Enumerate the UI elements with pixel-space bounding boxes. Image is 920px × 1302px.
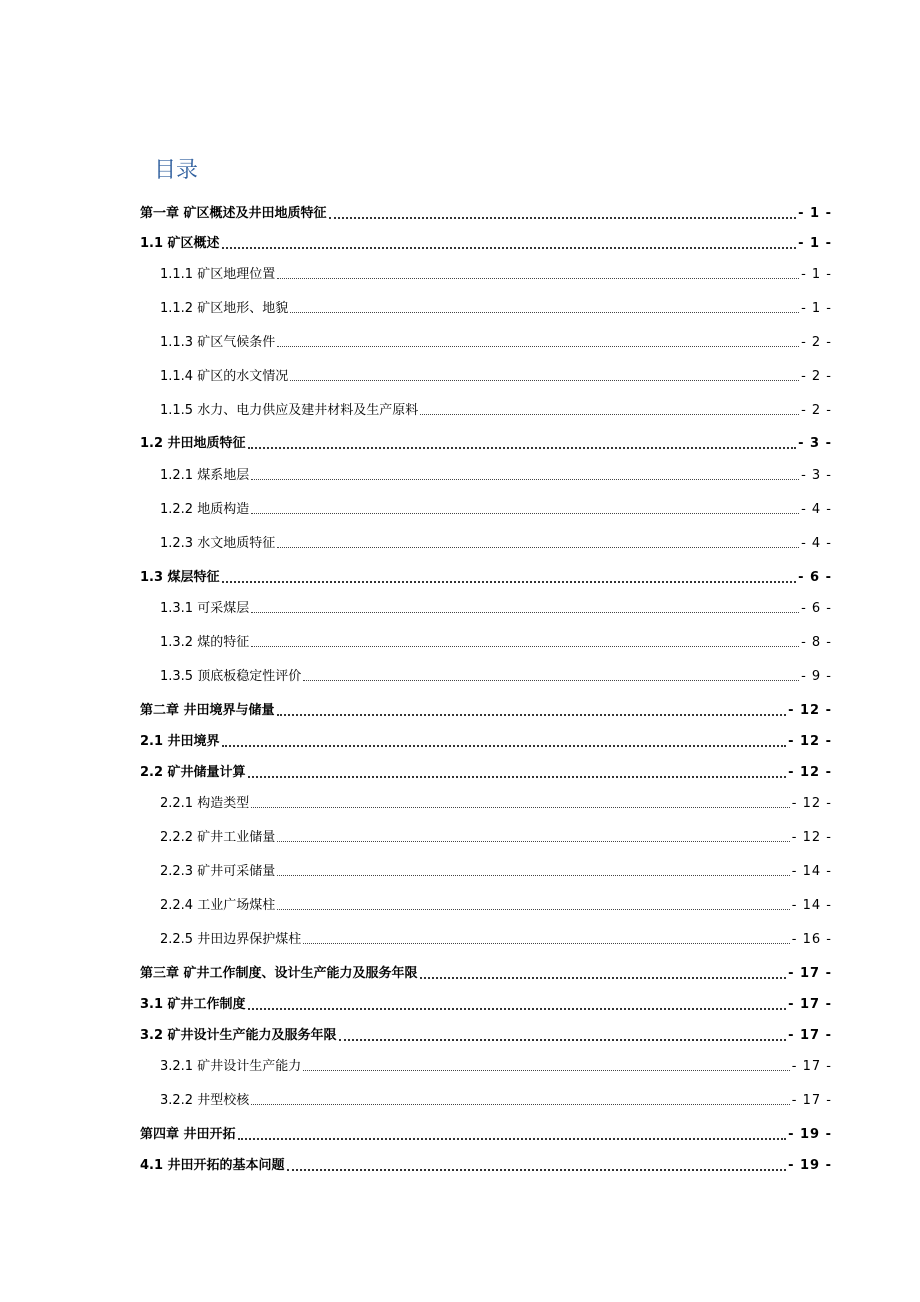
toc-entry-title: 1.1.5 水力、电力供应及建井材料及生产原料: [160, 403, 419, 418]
toc-entry-page: - 2 -: [801, 369, 832, 384]
toc-entry[interactable]: [160, 264, 832, 284]
toc-entry[interactable]: [160, 332, 832, 352]
toc-entry[interactable]: [140, 1124, 832, 1144]
toc-entry-title: 2.2.2 矿井工业储量: [160, 830, 276, 845]
toc-entry[interactable]: [160, 827, 832, 847]
toc-entry[interactable]: [140, 700, 832, 720]
toc-dot-leader: [277, 875, 790, 876]
toc-entry-title: 1.3.5 顶底板稳定性评价: [160, 669, 302, 684]
toc-entry-page: - 12 -: [788, 734, 832, 749]
toc-entry-page: - 17 -: [788, 966, 832, 981]
toc-entry-page: - 2 -: [801, 403, 832, 418]
toc-dot-leader: [290, 380, 799, 381]
toc-entry[interactable]: [160, 929, 832, 949]
toc-entry[interactable]: [160, 465, 832, 485]
toc-entry-title: 1.2.2 地质构造: [160, 502, 250, 517]
toc-dot-leader: [251, 646, 799, 647]
toc-entry[interactable]: [160, 666, 832, 686]
toc-entry-page: - 12 -: [791, 796, 832, 811]
toc-entry[interactable]: [160, 895, 832, 915]
toc-entry-title: 1.1.4 矿区的水文情况: [160, 369, 289, 384]
toc-entry[interactable]: [140, 762, 832, 782]
toc-entry-page: - 1 -: [798, 236, 832, 251]
toc-entry[interactable]: [140, 203, 832, 223]
toc-dot-leader: [251, 1104, 790, 1105]
toc-entry[interactable]: [160, 366, 832, 386]
toc-entry-page: - 14 -: [791, 864, 832, 879]
toc-dot-leader: [222, 247, 797, 249]
toc-entry[interactable]: [160, 400, 832, 420]
toc-entry-page: - 1 -: [798, 206, 832, 221]
toc-entry-title: 3.2.1 矿井设计生产能力: [160, 1059, 302, 1074]
toc-entry-page: - 2 -: [801, 335, 832, 350]
toc-entry-title: 4.1 井田开拓的基本问题: [140, 1158, 285, 1173]
toc-entry-page: - 12 -: [788, 765, 832, 780]
toc-entry-title: 2.2.3 矿井可采储量: [160, 864, 276, 879]
toc-entry-page: - 3 -: [798, 436, 832, 451]
toc-entry-page: - 1 -: [801, 301, 832, 316]
toc-dot-leader: [222, 745, 787, 747]
toc-entry-page: - 1 -: [801, 267, 832, 282]
toc-dot-leader: [251, 807, 790, 808]
toc-entry[interactable]: [160, 598, 832, 618]
toc-entry[interactable]: [140, 963, 832, 983]
toc-dot-leader: [248, 447, 797, 449]
toc-entry-title: 1.1.3 矿区气候条件: [160, 335, 276, 350]
toc-entry[interactable]: [140, 433, 832, 453]
toc-heading: 目录: [154, 158, 199, 183]
toc-entry-title: 1.1 矿区概述: [140, 236, 220, 251]
toc-entry-page: - 17 -: [791, 1093, 832, 1108]
toc-entry-page: - 12 -: [788, 703, 832, 718]
toc-dot-leader: [420, 977, 787, 979]
toc-entry-title: 第一章 矿区概述及井田地质特征: [140, 206, 327, 221]
toc-dot-leader: [277, 278, 799, 279]
toc-entry-page: - 16 -: [791, 932, 832, 947]
toc-entry-title: 3.2 矿井设计生产能力及服务年限: [140, 1028, 337, 1043]
toc-dot-leader: [287, 1169, 787, 1171]
toc-entry-page: - 17 -: [788, 1028, 832, 1043]
toc-dot-leader: [303, 1070, 790, 1071]
toc-entry-page: - 6 -: [798, 570, 832, 585]
toc-entry-page: - 19 -: [788, 1127, 832, 1142]
toc-entry-page: - 19 -: [788, 1158, 832, 1173]
toc-entry-page: - 17 -: [788, 997, 832, 1012]
toc-dot-leader: [420, 414, 799, 415]
toc-entry[interactable]: [140, 731, 832, 751]
toc-dot-leader: [251, 612, 799, 613]
toc-dot-leader: [248, 776, 787, 778]
toc-entry-title: 第四章 井田开拓: [140, 1127, 236, 1142]
toc-dot-leader: [251, 479, 799, 480]
toc-dot-leader: [251, 513, 799, 514]
toc-entry-page: - 14 -: [791, 898, 832, 913]
toc-entry-title: 1.2.3 水文地质特征: [160, 536, 276, 551]
toc-entry[interactable]: [140, 994, 832, 1014]
toc-entry[interactable]: [160, 1090, 832, 1110]
toc-entry[interactable]: [160, 298, 832, 318]
toc-entry-title: 第三章 矿井工作制度、设计生产能力及服务年限: [140, 966, 418, 981]
toc-dot-leader: [222, 581, 797, 583]
toc-entry-page: - 4 -: [801, 536, 832, 551]
toc-entry-title: 1.3.1 可采煤层: [160, 601, 250, 616]
toc-entry[interactable]: [160, 1056, 832, 1076]
toc-entry-title: 3.1 矿井工作制度: [140, 997, 246, 1012]
toc-dot-leader: [248, 1008, 787, 1010]
toc-entry-page: - 4 -: [801, 502, 832, 517]
toc-entry[interactable]: [160, 861, 832, 881]
toc-dot-leader: [329, 217, 797, 219]
toc-entry[interactable]: [140, 233, 832, 253]
toc-entry-title: 1.1.2 矿区地形、地貌: [160, 301, 289, 316]
toc-entry-title: 1.3 煤层特征: [140, 570, 220, 585]
toc-entry-title: 3.2.2 井型校核: [160, 1093, 250, 1108]
toc-entry-title: 第二章 井田境界与储量: [140, 703, 275, 718]
toc-entry-page: - 8 -: [801, 635, 832, 650]
toc-dot-leader: [339, 1039, 787, 1041]
toc-entry-page: - 6 -: [801, 601, 832, 616]
toc-entry[interactable]: [140, 567, 832, 587]
toc-entry[interactable]: [160, 632, 832, 652]
toc-dot-leader: [303, 680, 799, 681]
toc-entry-title: 1.3.2 煤的特征: [160, 635, 250, 650]
toc-entry-title: 2.2.5 井田边界保护煤柱: [160, 932, 302, 947]
toc-entry-title: 2.2.1 构造类型: [160, 796, 250, 811]
toc-entry[interactable]: [140, 1025, 832, 1045]
toc-entry-title: 2.2 矿井储量计算: [140, 765, 246, 780]
toc-dot-leader: [290, 312, 799, 313]
toc-dot-leader: [303, 943, 790, 944]
toc-dot-leader: [277, 841, 790, 842]
toc-entry-title: 2.1 井田境界: [140, 734, 220, 749]
toc-entry[interactable]: [140, 1155, 832, 1175]
toc-dot-leader: [277, 547, 799, 548]
toc-entry[interactable]: [160, 499, 832, 519]
toc-dot-leader: [277, 714, 787, 716]
toc-entry-title: 1.2.1 煤系地层: [160, 468, 250, 483]
toc-entry-title: 1.2 井田地质特征: [140, 436, 246, 451]
toc-entry-page: - 12 -: [791, 830, 832, 845]
toc-dot-leader: [238, 1138, 787, 1140]
toc-entry-page: - 17 -: [791, 1059, 832, 1074]
toc-dot-leader: [277, 909, 790, 910]
toc-entry-title: 2.2.4 工业广场煤柱: [160, 898, 276, 913]
toc-entry-page: - 9 -: [801, 669, 832, 684]
toc-entry[interactable]: [160, 793, 832, 813]
toc-dot-leader: [277, 346, 799, 347]
toc-entry-title: 1.1.1 矿区地理位置: [160, 267, 276, 282]
toc-entry-page: - 3 -: [801, 468, 832, 483]
toc-entry[interactable]: [160, 533, 832, 553]
